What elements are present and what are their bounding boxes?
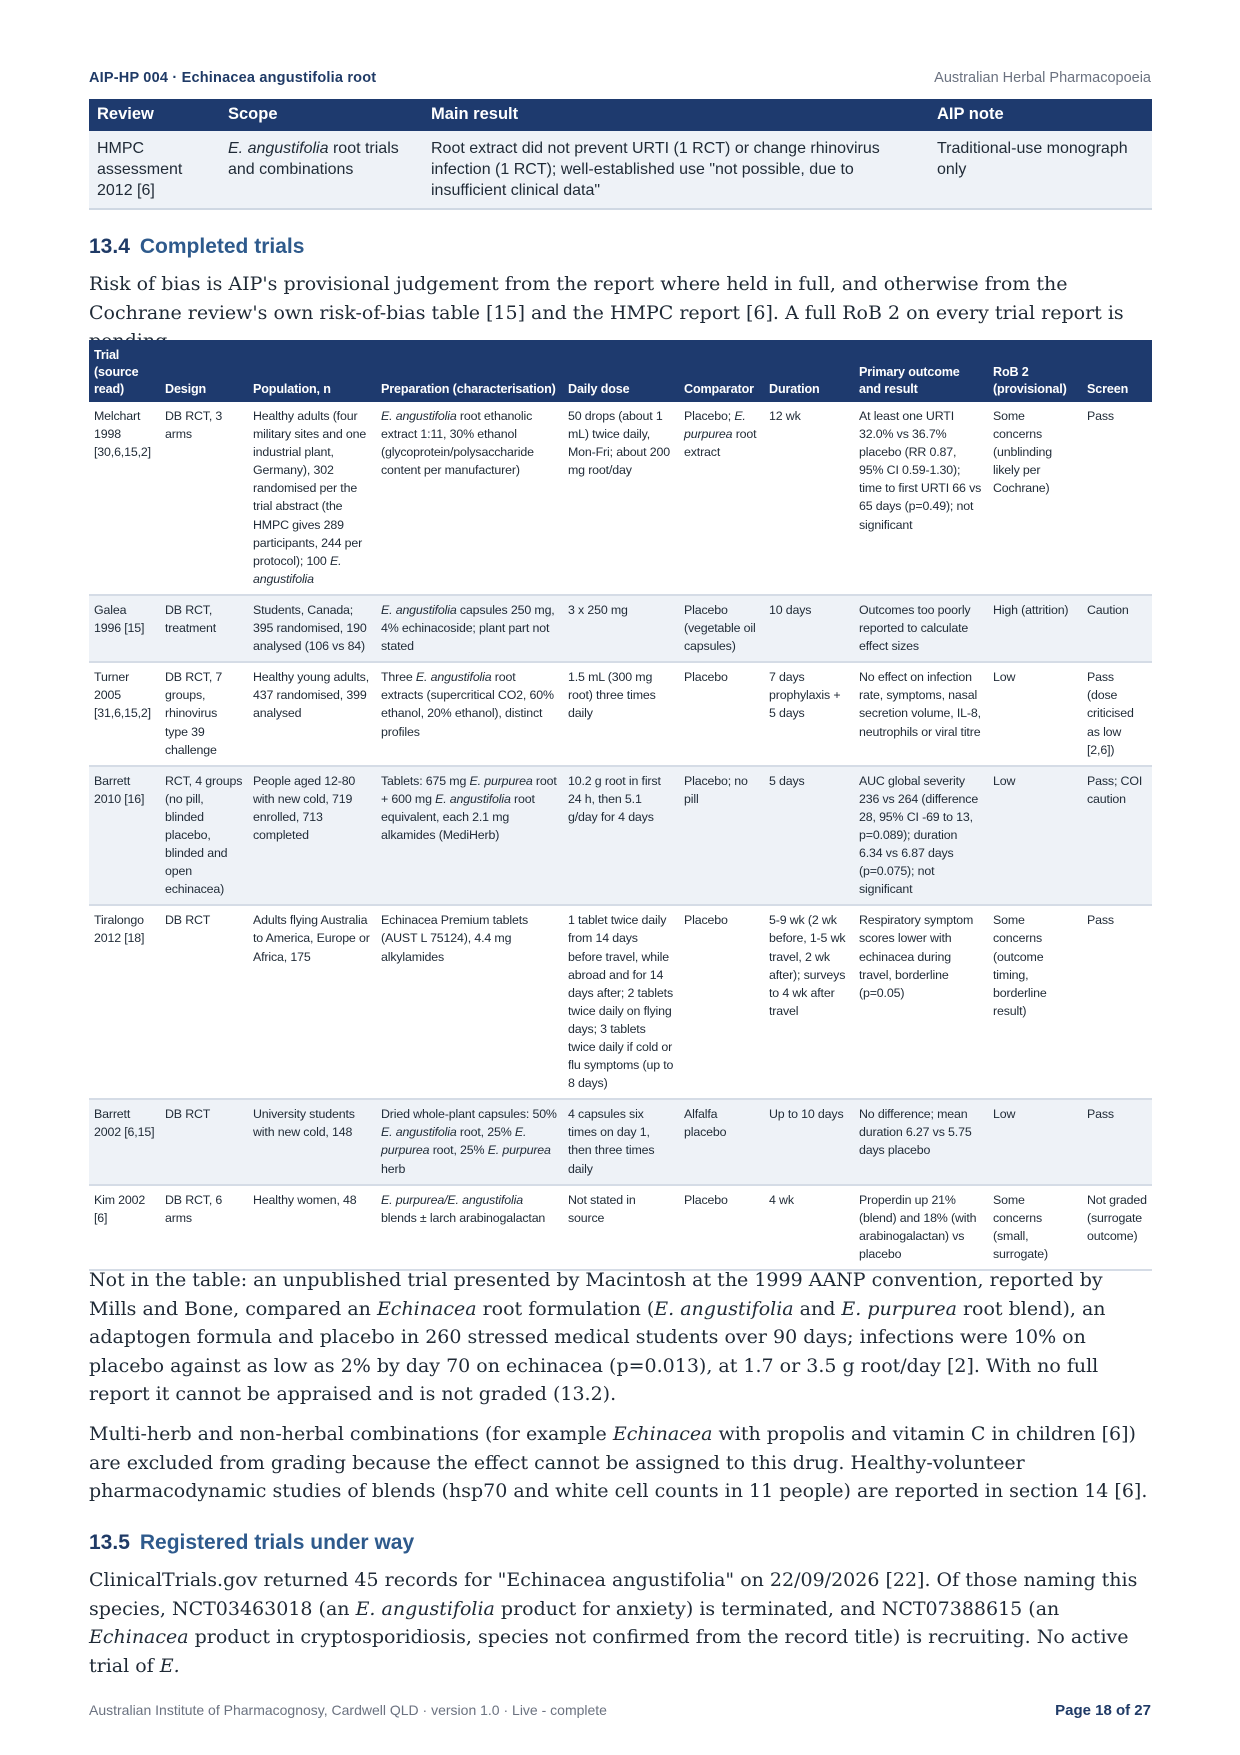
italic-term: Echinacea [612,1423,713,1445]
trial-cell: Melchart 1998 [30,6,15,2] [89,402,160,595]
rob-cell: Low [988,766,1082,906]
review-table-header [89,99,1152,131]
duration-cell: 10 days [764,595,854,662]
design-cell: DB RCT, 3 arms [160,402,248,595]
italic-term: E. purpurea/E. angustifolia [381,1192,523,1207]
italic-term: E. angustifolia [381,409,457,423]
dose-cell: 4 capsules six times on day 1, then three times daily [563,1099,679,1184]
trial-cell: Barrett 2002 [6,15] [89,1099,160,1184]
column-header: Duration [764,340,854,402]
comparator-cell: Placebo (vegetable oil capsules) [679,595,764,662]
comparator-cell: Placebo [679,1185,764,1270]
duration-cell: 4 wk [764,1185,854,1270]
page-number: Page 18 of 27 [1055,1702,1151,1719]
screen-cell: Pass [1082,1099,1152,1184]
duration-cell: 5 days [764,766,854,906]
dose-cell: 10.2 g root in first 24 h, then 5.1 g/day for 4 days [563,766,679,906]
italic-term: E. purpurea [841,1297,957,1320]
section-title: Registered trials under way [139,1531,415,1554]
preparation-cell: Three E. angustifolia root extracts (supercritical CO2, 60% ethanol, 20% ethanol), distinct profiles [376,662,563,765]
design-cell: DB RCT [160,905,248,1099]
population-cell: Adults flying Australia to America, Europe or Africa, 175 [248,905,376,1099]
italic-term: E. purpurea [381,1125,527,1158]
table-row [89,595,1152,662]
duration-cell: 12 wk [764,402,854,595]
section-heading-13-5 [89,1531,414,1555]
italic-term: E. angustifolia [253,553,342,586]
section-number: 13.4 [89,235,130,258]
design-cell: DB RCT, treatment [160,595,248,662]
section-intro-paragraph: Risk of bias is AIP's provisional judgement from the report where held in full, and otherwise from the Cochrane review's own risk-of-bias table [15] and the HMPC report [6]. A full RoB 2 on every trial report is [89,273,1124,324]
table-row [89,1185,1152,1270]
column-header: Screen [1082,340,1152,402]
rob-cell: High (attrition) [988,595,1082,662]
review-table [89,99,1152,210]
italic-term: E. angustifolia [415,670,492,685]
review-cell: HMPC assessment 2012 [6] [89,131,220,209]
section-title: Completed trials [139,235,305,258]
scope-text: root trials and combinations [228,140,399,178]
comparator-cell: Placebo [679,662,764,765]
trials-table-body [89,402,1152,1270]
trials-table-header [89,340,1152,402]
rob-cell: Some concerns (small, surrogate) [988,1185,1082,1270]
page-footer [89,1702,1151,1719]
italic-term: E. angustifolia [654,1297,794,1320]
column-header: Review [89,99,220,131]
population-cell: University students with new cold, 148 [248,1099,376,1184]
italic-term: E. angustifolia [381,1125,457,1140]
comparator-cell: Placebo; no pill [679,766,764,906]
population-cell: People aged 12-80 with new cold, 719 enrolled, 713 completed [248,766,376,906]
duration-cell: 7 days prophylaxis + 5 days [764,662,854,765]
population-cell: Healthy women, 48 [248,1185,376,1270]
column-header: Comparator [679,340,764,402]
preparation-cell: E. angustifolia capsules 250 mg, 4% echinacoside; plant part not stated [376,595,563,662]
screen-cell: Caution [1082,595,1152,662]
comparator-cell: Placebo; E. purpurea root extract [679,402,764,595]
duration-cell: Up to 10 days [764,1099,854,1184]
outcome-cell: No effect on infection rate, symptoms, nasal secretion volume, IL-8, neutrophils or viral titre [854,662,988,765]
table-row [89,1099,1152,1184]
outcome-cell: Outcomes too poorly reported to calculate effect sizes [854,595,988,662]
preparation-cell: Echinacea Premium tablets (AUST L 75124), 4.4 mg alkylamides [376,905,563,1099]
design-cell: DB RCT, 7 groups, rhinovirus type 39 challenge [160,662,248,765]
dose-cell: 50 drops (about 1 mL) twice daily, Mon-Fri; about 200 mg root/day [563,402,679,595]
preparation-cell: E. angustifolia root ethanolic extract 1:11, 30% ethanol (glycoprotein/polysaccharide content per manufacturer) [376,402,563,595]
document-id: AIP-HP 004 · Echinacea angustifolia root [89,70,377,86]
dose-cell: 1.5 mL (300 mg root) three times daily [563,662,679,765]
column-header: Daily dose [563,340,679,402]
table-row [89,905,1152,1099]
italic-term: E. purpurea [487,1143,551,1158]
column-header: Trial (source read) [89,340,160,402]
comparator-cell: Placebo [679,905,764,1099]
design-cell: DB RCT [160,1099,248,1184]
screen-cell: Not graded (surrogate outcome) [1082,1185,1152,1270]
preparation-cell: Tablets: 675 mg E. purpurea root + 600 mg E. angustifolia root equivalent, each 2.1 mg alkamides (MediHerb) [376,766,563,906]
dose-cell: Not stated in source [563,1185,679,1270]
outcome-cell: AUC global severity 236 vs 264 (difference 28, 95% CI -69 to 13, p=0.089); duration 6.34 vs 6.87 days (p=0.075); not significant [854,766,988,906]
column-header: Main result [423,99,929,131]
outcome-cell: Properdin up 21% (blend) and 18% (with arabinogalactan) vs placebo [854,1185,988,1270]
screen-cell: Pass [1082,905,1152,1099]
design-cell: DB RCT, 6 arms [160,1185,248,1270]
italic-term: E. [159,1654,180,1677]
column-header: Scope [220,99,423,131]
duration-cell: 5-9 wk (2 wk before, 1-5 wk travel, 2 wk after); surveys to 4 wk after travel [764,905,854,1099]
comparator-cell: Alfalfa placebo [679,1099,764,1184]
population-cell: Students, Canada; 395 randomised, 190 analysed (106 vs 84) [248,595,376,662]
dose-cell: 3 x 250 mg [563,595,679,662]
aip-note-cell: Traditional-use monograph only [929,131,1152,209]
population-cell: Healthy adults (four military sites and one industrial plant, Germany), 302 randomised per the trial abstract (the HMPC gives 289 participants, 244 per protocol); 100 E. angustifolia [248,402,376,595]
screen-cell: Pass [1082,402,1152,595]
outcome-cell: At least one URTI 32.0% vs 36.7% placebo (RR 0.87, 95% CI 0.59-1.30); time to first URTI 66 vs 65 days (p=0.49); not significant [854,402,988,595]
trial-cell: Barrett 2010 [16] [89,766,160,906]
column-header: Primary outcome and result [854,340,988,402]
design-cell: RCT, 4 groups (no pill, blinded placebo, blinded and open echinacea) [160,766,248,906]
section-number: 13.5 [89,1531,130,1554]
outcome-cell: Respiratory symptom scores lower with echinacea during travel, borderline (p=0.05) [854,905,988,1099]
unpublished-trial-paragraph: Not in the table: an unpublished trial presented by Macintosh at the 1999 AANP convention, reported by Mills and Bone, compared an Echinacea root formulation (E. angustifolia and E. purpurea root blend), an adaptogen formula and placebo in 260 stressed medical students over 90 days; infections were 10% on placebo against as low as 2% by day 70 on echinacea (p=0.013), at 1.7 or 3.5 g root/day [2]. With no full report it cannot be appraised and is not graded (13.2). [89,1269,1106,1405]
trial-cell: Kim 2002 [6] [89,1185,160,1270]
rob-cell: Low [988,1099,1082,1184]
outcome-cell: No difference; mean duration 6.27 vs 5.75 days placebo [854,1099,988,1184]
rob-cell: Low [988,662,1082,765]
species-name: E. angustifolia [228,140,329,157]
trial-cell: Galea 1996 [15] [89,595,160,662]
main-result-cell: Root extract did not prevent URTI (1 RCT) or change rhinovirus infection (1 RCT); well-established use "not possible, due to insufficient clinical data" [423,131,929,209]
registered-trials-paragraph: ClinicalTrials.gov returned 45 records for "Echinacea angustifolia" on 22/09/2026 [22]. Of those naming this species, NCT03463018 (an E. angustifolia product for anxiety) is terminated, and NCT07388615 (an Echinacea product in cryptosporidiosis, species not confirmed from the record title) is recruiting. No active trial of E. [89,1569,1138,1677]
table-row [89,662,1152,765]
trial-cell: Tiralongo 2012 [18] [89,905,160,1099]
table-row [89,402,1152,595]
footer-institution: Australian Institute of Pharmacognosy, Cardwell QLD · version 1.0 · Live - complete [89,1702,607,1718]
rob-cell: Some concerns (outcome timing, borderline result) [988,905,1082,1099]
screen-cell: Pass; COI caution [1082,766,1152,906]
population-cell: Healthy young adults, 437 randomised, 399 analysed [248,662,376,765]
completed-trials-table [89,340,1152,1271]
screen-cell: Pass (dose criticised as low [2,6]) [1082,662,1152,765]
italic-term: E. angustifolia [435,791,511,806]
section-heading-13-4 [89,235,304,259]
preparation-cell: E. purpurea/E. angustifolia blends ± larch arabinogalactan [376,1185,563,1270]
combinations-paragraph: Multi-herb and non-herbal combinations (for example Echinacea with propolis and vitamin C in children [6]) are excluded from grading because the effect cannot be assigned to this drug. Healthy-volunteer pharmacodynamic studies of blends (hsp70 and white cell counts in 11 people) are reported in section 14 [6]. [89,1423,1148,1502]
preparation-cell: Dried whole-plant capsules: 50% E. angustifolia root, 25% E. purpurea root, 25% E. purpurea herb [376,1099,563,1184]
italic-term: E. angustifolia [355,1597,495,1620]
trial-cell: Turner 2005 [31,6,15,2] [89,662,160,765]
column-header: RoB 2 (provisional) [988,340,1082,402]
scope-cell [220,131,423,209]
column-header: Design [160,340,248,402]
column-header: Population, n [248,340,376,402]
column-header: AIP note [929,99,1152,131]
italic-term: E. angustifolia [381,602,457,617]
italic-term: E. purpurea [469,773,533,788]
rob-cell: Some concerns (unblinding likely per Cochrane) [988,402,1082,595]
italic-term: E. purpurea [684,409,746,442]
column-header: Preparation (characterisation) [376,340,563,402]
page-header [89,70,1151,92]
italic-term: Echinacea [89,1626,189,1648]
table-row [89,766,1152,906]
italic-term: Echinacea [376,1297,477,1320]
table-row [89,131,1152,209]
publication-name: Australian Herbal Pharmacopoeia [934,70,1151,86]
dose-cell: 1 tablet twice daily from 14 days before travel, while abroad and for 14 days after; 2 tablets twice daily on flying days; 3 tablets twice daily if cold or flu symptoms (up to 8 days) [563,905,679,1099]
